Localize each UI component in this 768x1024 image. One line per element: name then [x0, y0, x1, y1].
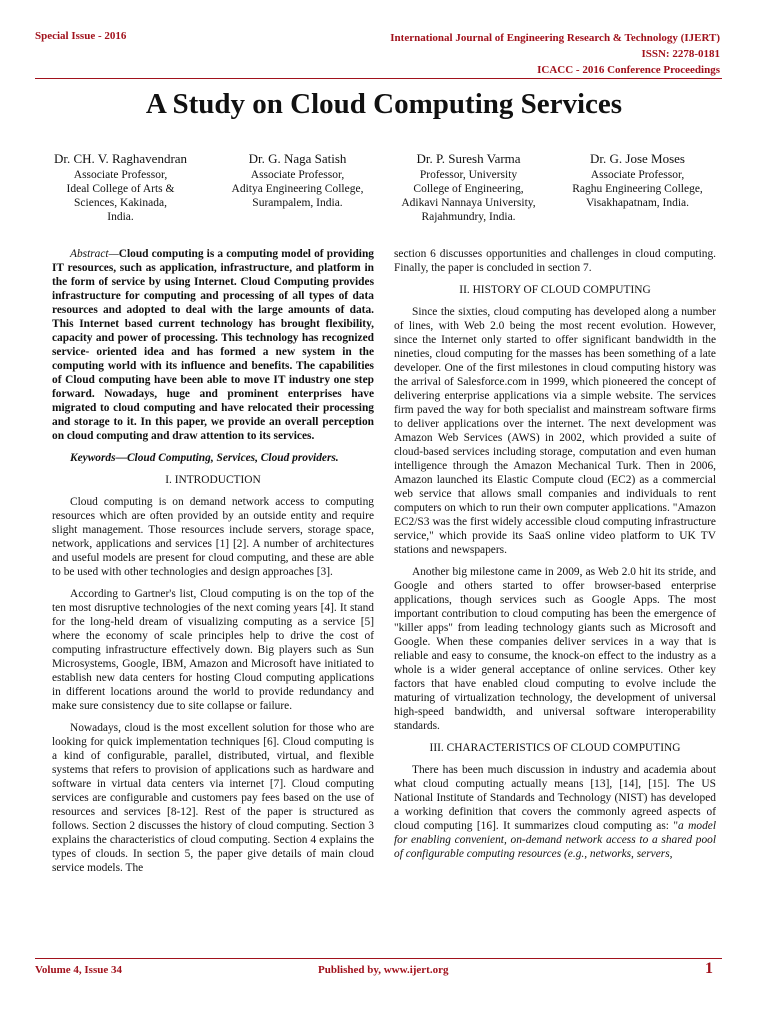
author-name: Dr. G. Naga Satish [248, 151, 347, 166]
nist-definition-quote: a model for enabling convenient, on-demand network access to a shared pool of configurable computing resources (e.g., networks, servers, [394, 820, 716, 860]
author-affiliation: Associate Professor, Aditya Engineering College, Surampalem, India. [231, 169, 364, 209]
section-heading-history: II. HISTORY OF CLOUD COMPUTING [459, 284, 651, 296]
author-name: Dr. P. Suresh Varma [416, 151, 521, 166]
running-header-right [390, 30, 720, 78]
paper-title: A Study on Cloud Computing Services [145, 88, 623, 120]
paragraph: Nowadays, cloud is the most excellent solution for those who are looking for quick implementation techniques [6]. Cloud computing is a kind of configurable, parallel, distributed, virtual, and flexible systems that refers to provision of applications such as hardware and software in virtual data centers via internet [7]. Cloud computing services are configurable and customers pay fees based on the use of resources and services [8-12]. Rest of the paper is structured as follows. Section 2 discusses the history of cloud computing. Section 3 explains the characteristics of cloud computing. Section 4 explains the types of clouds. In section 5, the paper give details of main cloud service models. The [52, 722, 374, 874]
issn: ISSN: 2278-0181 [641, 48, 720, 60]
author-name: Dr. CH. V. Raghavendran [53, 151, 188, 166]
author-block-1 [28, 150, 213, 224]
author-block-3 [376, 150, 561, 224]
page-number: 1 [705, 960, 713, 977]
abstract: Abstract—Cloud computing is a computing model of providing IT resources, such as application, infrastructure, and platform in the form of service by using Internet. Cloud Computing provides infrastructure for computing and processing of all types of data resources and adopted to deal with the large amounts of data. This Internet based current technology has brought flexibility, capacity and power of processing. This technology has recognized service- oriented idea and has formed a new system in the computing world with its influence and benefits. The capabilities of Cloud computing have been able to move IT industry one step forward. Nowadays, huge and prominent enterprises have migrated to cloud computing and have relocated their processing and storage to it. In this paper, we provide an overall perception on cloud computing and draw attention to its services. [52, 248, 374, 442]
paragraph: Another big milestone came in 2009, as Web 2.0 hit its stride, and Google and others started to offer browser-based enterprise applications, though services such as Google Apps. The most important contribution to cloud computing has been the emergence of "killer apps" from leading technology giants such as Microsoft and Google. When these companies deliver services in a way that is reliable and easy to consume, the knock-on effect to the industry as a whole is a wider general acceptance of online services. Other key factors that have enabled cloud computing to evolve include the maturing of virtualization technology, the development of universal high-speed bandwidth, and universal software interoperability standards. [394, 566, 716, 732]
keywords: Keywords—Cloud Computing, Services, Cloud providers. [70, 452, 339, 464]
footer-rule [35, 958, 722, 959]
header-rule [35, 78, 722, 79]
paragraph: Since the sixties, cloud computing has developed along a number of lines, with Web 2.0 being the most recent evolution. However, since the Internet only started to offer significant bandwidth in the nineties, cloud computing for the masses has been something of a late developer. One of the first milestones in cloud computing history was the arrival of Salesforce.com in 1999, which pioneered the concept of delivering enterprise applications via a simple website. The services firm paved the way for both specialist and mainstream software firms to deliver applications over the internet. The next development was Amazon Web Services (AWS) in 2002, which provided a suite of cloud-based services including storage, computation and even human intelligence through the Amazon Mechanical Turk. Then in 2006, Amazon launched its Elastic Compute cloud (EC2) as a commercial web service that allows small companies and individuals to rent computers on which to run their own computer applications. "Amazon EC2/S3 was the first widely accessible cloud computing infrastructure service," which provide its SaaS online video platform to UK TV stations and newspapers. [394, 306, 716, 556]
section-heading-introduction: I. INTRODUCTION [165, 474, 261, 486]
right-column [394, 247, 716, 869]
author-affiliation: Professor, University College of Engineering, Adikavi Nannaya University, Rajahmundry, India. [401, 169, 536, 223]
footer-publisher: Published by, www.ijert.org [318, 964, 449, 976]
running-header-left: Special Issue - 2016 [35, 30, 127, 42]
author-affiliation: Associate Professor, Ideal College of Arts & Sciences, Kakinada, India. [66, 169, 175, 223]
paragraph: Cloud computing is on demand network access to computing resources which are often provided by an outside entity and require slight management. Those resources include servers, storage space, network, applications and services [1] [2]. A number of architectures and useful models are present for cloud computing, and these are able to be used with other technologies and design approaches [3]. [52, 496, 374, 578]
footer-volume: Volume 4, Issue 34 [35, 964, 122, 976]
section-heading-characteristics: III. CHARACTERISTICS OF CLOUD COMPUTING [429, 742, 681, 754]
author-affiliation: Associate Professor, Raghu Engineering College, Visakhapatnam, India. [572, 169, 703, 209]
conference-proceedings: ICACC - 2016 Conference Proceedings [537, 64, 720, 76]
author-block-2 [205, 150, 390, 210]
paragraph: There has been much discussion in industry and academia about what cloud computing actually means [13], [14], [15]. The US National Institute of Standards and Technology (NIST) has developed a working definition that covers the commonly agreed aspects of cloud computing [16]. It summarizes cloud computing as: "a model for enabling convenient, on-demand network access to a shared pool of configurable computing resources (e.g., networks, servers, [394, 764, 716, 860]
author-name: Dr. G. Jose Moses [590, 151, 685, 166]
paragraph: According to Gartner's list, Cloud computing is on the top of the ten most disruptive technologies of the next coming years [4]. It stand for the long-held dream of visualizing computing as a service [5] where the economy of scale principles help to drive the cost of computing infrastructure effectively down. Big players such as Sun Microsystems, Google, IBM, Amazon and Microsoft have initiated to establish new data centers for hosting Cloud computing applications in different locations around the world to provide redundancy and make sure consistency due to site collapse or failure. [52, 588, 374, 712]
journal-name: International Journal of Engineering Research & Technology (IJERT) [390, 32, 720, 44]
author-block-4 [545, 150, 730, 210]
left-column [52, 247, 374, 883]
paragraph: section 6 discusses opportunities and challenges in cloud computing. Finally, the paper is concluded in section 7. [394, 248, 716, 274]
